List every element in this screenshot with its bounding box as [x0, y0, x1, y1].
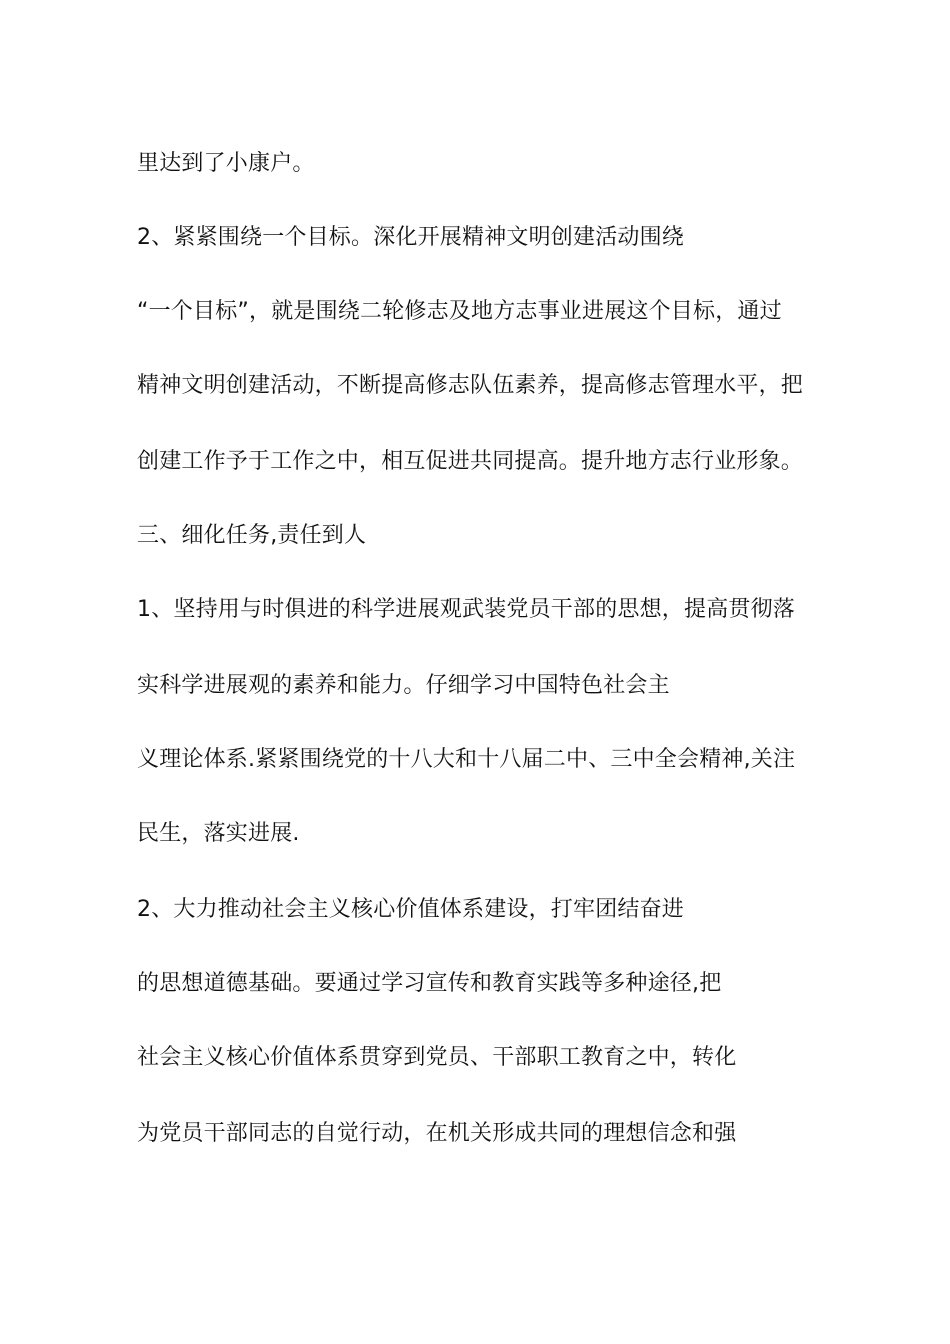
text-line: 创建工作予于工作之中，相互促进共同提高。提升地方志行业形象。	[137, 449, 804, 474]
text-line: “一个目标”，就是围绕二轮修志及地方志事业进展这个目标，通过	[137, 299, 782, 324]
text-line: 2、紧紧围绕一个目标。深化开展精神文明创建活动围绕	[137, 225, 684, 250]
text-line: 义理论体系.紧紧围绕党的十八大和十八届二中、三中全会精神,关注	[137, 747, 796, 772]
text-line: 2、大力推动社会主义核心价值体系建设，打牢团结奋进	[137, 897, 684, 922]
text-line: 精神文明创建活动，不断提高修志队伍素养，提高修志管理水平，把	[137, 373, 804, 398]
text-line: 里达到了小康户。	[137, 151, 315, 176]
text-line: 的思想道德基础。要通过学习宣传和教育实践等多种途径,把	[137, 971, 722, 996]
section-heading: 三、细化任务,责任到人	[137, 523, 367, 548]
text-line: 民生，落实进展.	[137, 821, 300, 846]
text-line: 为党员干部同志的自觉行动，在机关形成共同的理想信念和强	[137, 1121, 737, 1146]
text-line: 社会主义核心价值体系贯穿到党员、干部职工教育之中，转化	[137, 1045, 737, 1070]
text-line: 实科学进展观的素养和能力。仔细学习中国特色社会主	[137, 673, 670, 698]
text-line: 1、坚持用与时俱进的科学进展观武装党员干部的思想，提高贯彻落	[137, 597, 795, 622]
